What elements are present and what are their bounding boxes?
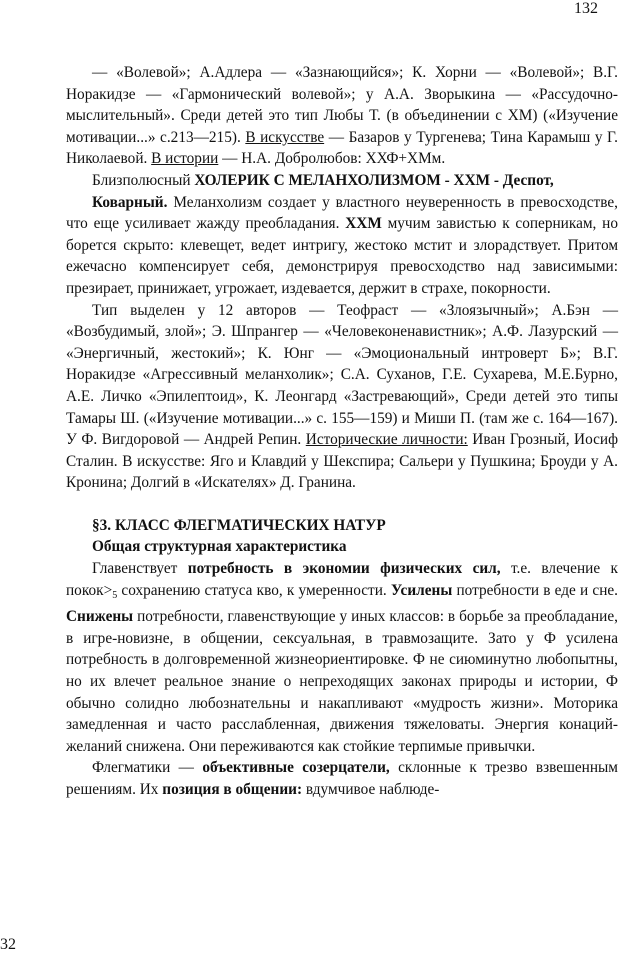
paragraph-phlegmatic-needs: Главенствует потребность в экономии физических сил, т.е. влечение к $покок>_5$ сохранению статуса кво, к умеренности. Усилены потребности в еде и сне. Снижены потребности, главенствующие у иных классов: в борьбе за преобладание, в игре-новизне, в общении, сексуальная, в травмозащите. Зато у Ф усилена потребность в долговременной жизнеориентировке. Ф не сиюминутно любопытны, но их влечет реальное знание о непреходящих законах природы и истории, Ф обычно солидно любознательны и накапливают «мудрость жизни». Моторика замедленная и часто расслабленная, движения тяжеловаты. Энергия конаций-желаний снижена. Они переживаются как стойкие терпимые привычки. (66, 560, 619, 755)
paragraph-choleric-title: Близполюсный ХОЛЕРИК С МЕЛАНХОЛИЗМОМ - ХХМ - Деспот, (92, 171, 554, 189)
section-heading: §3. КЛАСС ФЛЕГМАТИЧЕСКИХ НАТУР (92, 516, 386, 534)
page-number-bottom: 32 (0, 936, 16, 953)
paragraph-phlegmatic-observers: Флегматики — объективные созерцатели, склонные к трезво взвешенным решениям. Их позиция в общении: вдумчивое наблюде- (66, 759, 618, 798)
paragraph-choleric-description: Коварный. Меланхолизм создает у властного неуверенность в превосходстве, что еще усиливает жажду преобладания. ХХМ мучим завистью к соперникам, но борется скрыто: клевещет, ведет интригу, жестоко мстит и злорадствует. Притом ежечасно компенсирует себя, демонстрируя превосходство над зависимыми: презирает, принижает, угрожает, издевается, держит в страхе, покорности. (66, 193, 619, 297)
section-subheading: Общая структурная характеристика (92, 538, 347, 556)
page-number-top: 132 (574, 0, 598, 17)
page-body (66, 62, 618, 801)
paragraph-authors: Тип выделен у 12 авторов — Теофраст — «Злоязычный»; А.Бэн — «Возбудимый, злой»; Э. Шпрангер — «Человеконенавистник»; А.Ф. Лазурский — «Энергичный, жестокий»; К. Юнг — «Эмоциональный интроверт Б»; В.Г. Норакидзе «Агрессивный меланхолик»; С.А. Суханов, Г.Е. Сухарева, М.Е.Бурно, А.Е. Личко «Эпилептоид», К. Леонгард «Застревающий», Среди детей это типы Тамары Ш. («Изучение мотивации...» с. 155—159) и Миши П. (там же с. 164—167). У Ф. Вигдоровой — Андрей Репин. Исторические личности: Иван Грозный, Иосиф Сталин. В искусстве: Яго и Клавдий у Шекспира; Сальери у Пушкина; Броуди у А. Кронина; Долгий в «Искателях» Д. Гранина. (66, 301, 618, 492)
paragraph-types-list: — «Волевой»; А.Адлера — «Зазнающийся»; К. Хорни — «Волевой»; В.Г. Норакидзе — «Гармонический волевой»; у А.А. Зворыкина — «Рассудочно-мыслительный». Среди детей это тип Любы Т. (в объединении с ХМ) («Изучение мотивации...» с.213—215). В искусстве — Базаров у Тургенева; Тина Карамыш у Г. Николаевой. В истории — Н.А. Добролюбов: ХХФ+ХМм. (66, 64, 618, 168)
